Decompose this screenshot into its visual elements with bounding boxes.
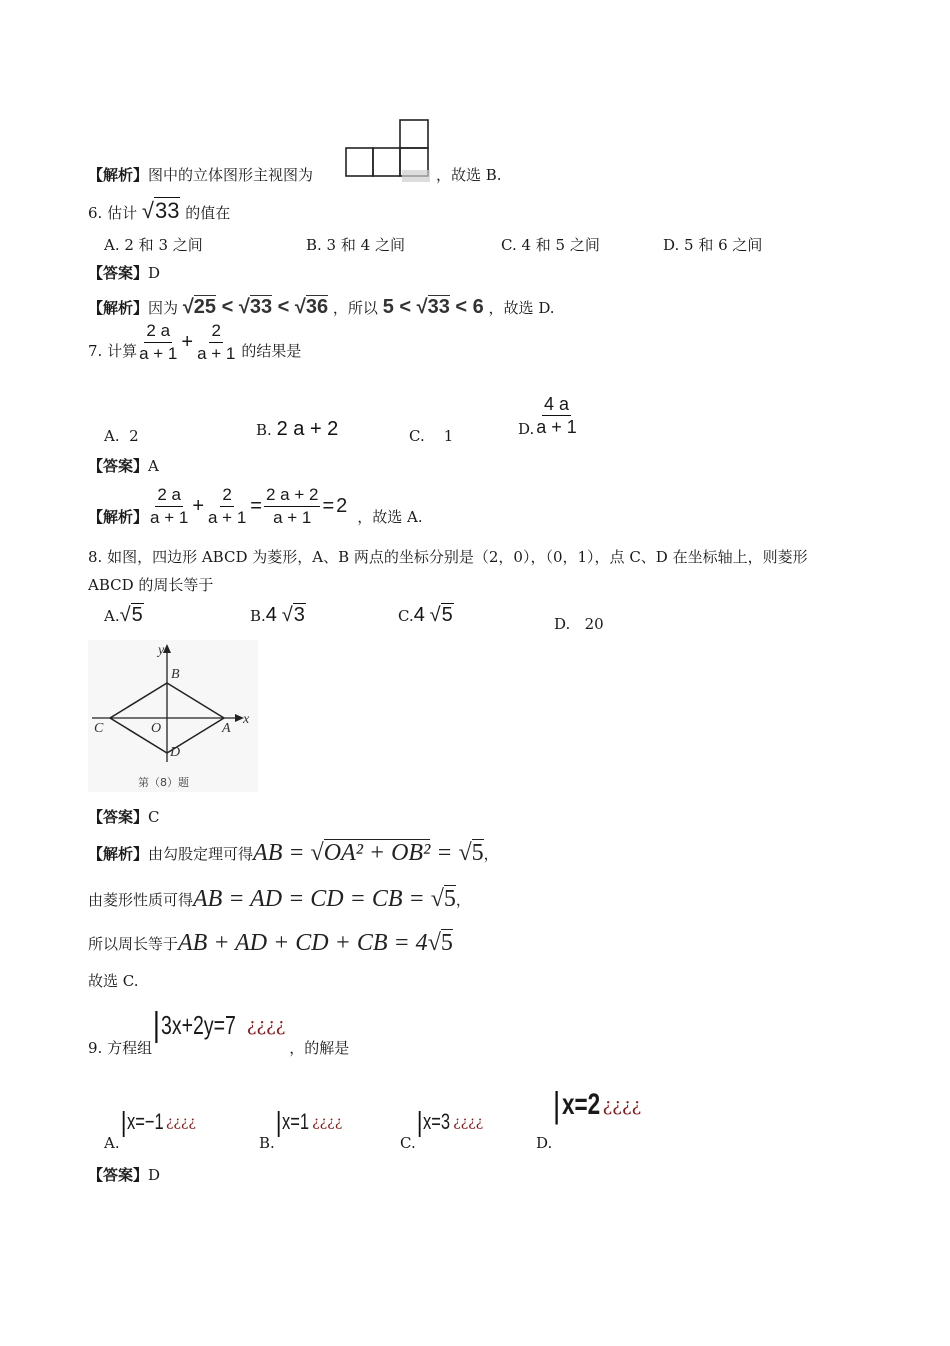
q6-option-a: A. 2 和 3 之间 bbox=[104, 236, 203, 254]
equals-sign: = bbox=[250, 495, 262, 517]
q9-answer bbox=[88, 1164, 160, 1185]
q9-stem bbox=[88, 1000, 349, 1060]
q6-radicand: 33 bbox=[154, 198, 180, 223]
system-brace: | bbox=[120, 1106, 127, 1137]
answer-label: 【答案】 bbox=[88, 457, 149, 475]
q7-option-d: D. $\frac{4 a}{a + 1}$ bbox=[518, 394, 577, 438]
q8-option-c: C.4 √5 bbox=[398, 604, 453, 626]
q9-stem-pre: 9. 方程组 bbox=[88, 1039, 153, 1057]
q8-answer bbox=[88, 806, 160, 827]
answer-label: 【答案】 bbox=[88, 808, 149, 826]
plus-sign: + bbox=[181, 331, 194, 353]
q6-option-d: D. 5 和 6 之间 bbox=[663, 236, 763, 254]
q5-jiexi-tail: ，故选 B. bbox=[436, 166, 502, 184]
front-view-figure bbox=[344, 118, 432, 184]
jiexi-frac-2: $\frac{2}{a + 1}$ bbox=[208, 485, 247, 527]
jiexi-text: 所以周长等于 bbox=[88, 935, 179, 953]
q8-jiexi-math-3: AB + AD + CD + CB = 4√5 bbox=[178, 930, 453, 956]
label-a: A bbox=[222, 721, 231, 736]
q8-stem-line-2: ABCD 的周长等于 bbox=[88, 576, 214, 594]
sqrt: √3 bbox=[281, 604, 305, 626]
jiexi-label: 【解析】 bbox=[88, 166, 149, 184]
system-equation: 3x+2y=7 bbox=[160, 1009, 236, 1040]
q9-system bbox=[152, 1008, 285, 1042]
label-y: y bbox=[158, 643, 165, 658]
q7-expression bbox=[137, 320, 237, 365]
q8-jiexi-line-4: 故选 C. bbox=[88, 972, 139, 990]
answer-label: 【答案】 bbox=[88, 1166, 149, 1184]
jiexi-text: 由菱形性质可得 bbox=[88, 891, 194, 909]
q8-jiexi-math-1: AB = √OA² + OB² = √5 bbox=[253, 840, 484, 866]
jiexi-label: 【解析】 bbox=[88, 299, 149, 317]
option-system: | x=1 ¿¿¿¿ bbox=[275, 1106, 343, 1137]
system-brace: | bbox=[152, 1006, 161, 1044]
q8-jiexi-line-3 bbox=[88, 930, 453, 957]
q5-jiexi-line bbox=[88, 164, 313, 185]
option-system: | x=2 ¿¿¿¿ bbox=[553, 1084, 642, 1125]
answer-value: C bbox=[148, 808, 160, 826]
q9-option-c: C. | x=3 ¿¿¿¿ bbox=[400, 1106, 484, 1152]
answer-value: D bbox=[148, 1166, 161, 1184]
jiexi-tail: ， bbox=[455, 891, 471, 909]
system-brace: | bbox=[553, 1084, 561, 1125]
system-garbage: ¿¿¿¿ bbox=[246, 1014, 286, 1036]
q7-jiexi-expression: $\frac{2 a}{a + 1}$ + $\frac{2}{a + 1}$ = $\frac{2 a + 2}{a + 1}$ = 2 bbox=[150, 485, 348, 527]
q6-stem bbox=[88, 198, 230, 224]
answer-value: D bbox=[148, 264, 161, 282]
q6-option-c: C. 4 和 5 之间 bbox=[501, 236, 600, 254]
label-c: C bbox=[94, 721, 104, 736]
system-brace: | bbox=[416, 1106, 423, 1137]
q7-optd-frac: $\frac{4 a}{a + 1}$ bbox=[536, 394, 577, 437]
q8-jiexi-line-1 bbox=[88, 840, 499, 867]
jiexi-text: 因为 bbox=[148, 299, 179, 317]
jiexi-frac-3: $\frac{2 a + 2}{a + 1}$ bbox=[265, 485, 319, 527]
sqrt: √5 bbox=[429, 604, 453, 626]
answer-label: 【答案】 bbox=[88, 264, 149, 282]
q9-option-d: D. | x=2 ¿¿¿¿ bbox=[536, 1084, 642, 1152]
q7-stem bbox=[88, 321, 302, 363]
q8-option-b: B.4 √3 bbox=[250, 604, 305, 626]
q8-jiexi-math-2: AB = AD = CD = CB = √5 bbox=[193, 886, 456, 912]
jiexi-label: 【解析】 bbox=[88, 845, 149, 863]
q7-frac-2: $\frac{2}{a + 1}$ bbox=[197, 321, 236, 363]
system-brace: | bbox=[275, 1106, 282, 1137]
plus-sign: + bbox=[192, 495, 204, 517]
q7-stem-post: 的结果是 bbox=[241, 342, 302, 360]
jiexi-tail: ， bbox=[483, 845, 499, 863]
label-x: x bbox=[243, 712, 250, 727]
q9-stem-post: ，的解是 bbox=[289, 1039, 350, 1057]
jiexi-tail: ，故选 D. bbox=[488, 299, 555, 317]
jiexi-text: 由勾股定理可得 bbox=[148, 845, 254, 863]
q8-option-d: D. 20 bbox=[554, 615, 604, 633]
answer-value: A bbox=[148, 457, 159, 475]
q6-option-b: B. 3 和 4 之间 bbox=[306, 236, 405, 254]
q7-option-c: C. 1 bbox=[409, 427, 454, 445]
q6-answer bbox=[88, 262, 160, 283]
q9-option-a: A. | x=−1 ¿¿¿¿ bbox=[104, 1106, 196, 1152]
label-b: B bbox=[171, 667, 180, 682]
label-o: O bbox=[151, 721, 162, 736]
equals-sign: = bbox=[322, 495, 335, 517]
view-square-top bbox=[400, 120, 428, 148]
q7-frac-1: $\frac{2 a}{a + 1}$ bbox=[139, 321, 178, 363]
rhombus-figure bbox=[88, 640, 258, 792]
q8-jiexi-line-2 bbox=[88, 886, 471, 913]
figure-caption: 第（8）题 bbox=[138, 776, 189, 789]
q6-sqrt: √33 bbox=[141, 198, 180, 223]
q6-inequality-2: 5 < √33 < 6 bbox=[382, 296, 484, 318]
view-square-2 bbox=[373, 148, 400, 176]
q6-stem-post: 的值在 bbox=[185, 204, 231, 222]
q8-stem-line-1: 8. 如图，四边形 ABCD 为菱形，A、B 两点的坐标分别是（2，0），（0，1），点 C、D 在坐标轴上，则菱形 bbox=[88, 548, 808, 566]
q7-answer bbox=[88, 455, 159, 476]
view-smudge bbox=[402, 170, 430, 182]
jiexi-text: 图中的立体图形主视图为 bbox=[148, 166, 314, 184]
q7-stem-pre: 7. 计算 bbox=[88, 342, 138, 360]
q8-option-a: A.√5 bbox=[104, 604, 143, 626]
q6-inequality-1: √25 < √33 < √36 bbox=[182, 296, 329, 318]
q7-option-b: B. 2 a + 2 bbox=[256, 418, 339, 440]
option-system: | x=3 ¿¿¿¿ bbox=[416, 1106, 484, 1137]
jiexi-tail: ，故选 A. bbox=[357, 508, 423, 526]
option-system: | x=−1 ¿¿¿¿ bbox=[120, 1106, 196, 1137]
jiexi-label: 【解析】 bbox=[88, 508, 149, 526]
sqrt: √5 bbox=[119, 604, 143, 626]
q7-option-a: A. 2 bbox=[104, 427, 139, 445]
q6-stem-pre: 6. 估计 bbox=[88, 204, 138, 222]
jiexi-mid: ，所以 bbox=[332, 299, 378, 317]
q9-option-b: B. | x=1 ¿¿¿¿ bbox=[259, 1106, 343, 1152]
jiexi-frac-1: $\frac{2 a}{a + 1}$ bbox=[150, 485, 189, 527]
view-square-1 bbox=[346, 148, 373, 176]
label-d: D bbox=[170, 745, 181, 760]
q6-jiexi bbox=[88, 296, 555, 319]
q7-jiexi bbox=[88, 484, 423, 529]
